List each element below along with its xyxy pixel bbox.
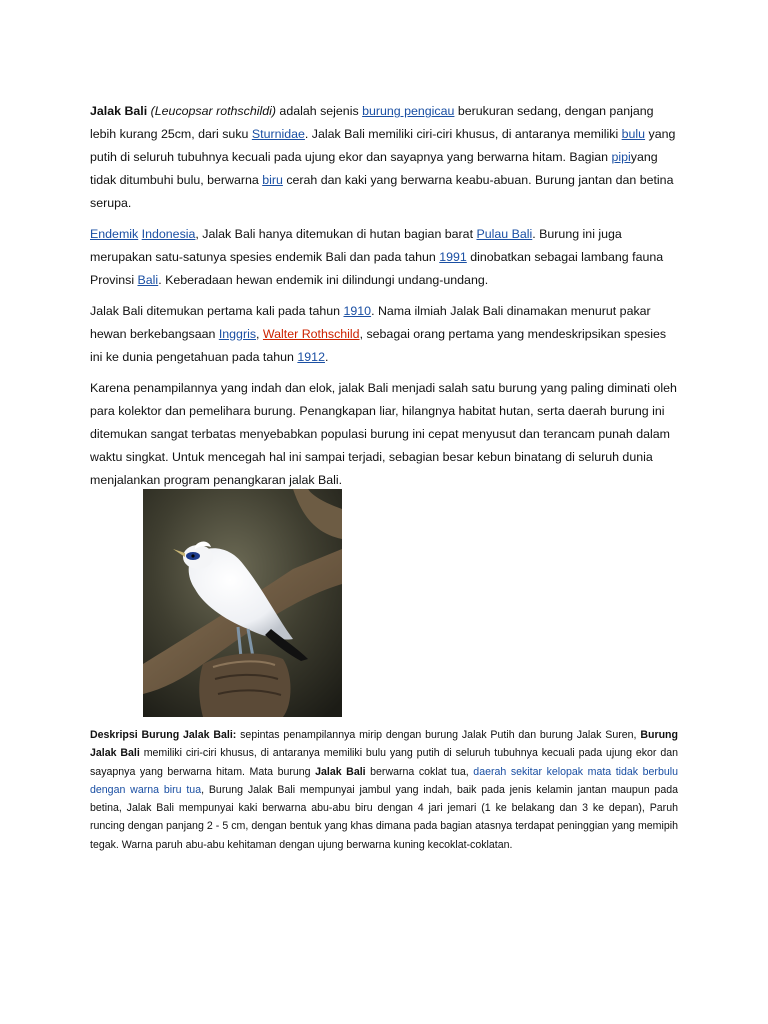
- article-body: [90, 100, 680, 500]
- text: . Burung ini juga merupakan satu-satunya spesies endemik Bali dan pada tahun: [90, 227, 622, 264]
- text: .: [324, 350, 329, 364]
- bold-text: Jalak Bali: [315, 765, 366, 778]
- paragraph-intro: [90, 100, 680, 215]
- text: adalah sejenis: [275, 104, 363, 118]
- scientific-name: (Leucopsar rothschildi): [150, 104, 276, 118]
- caption-heading: Deskripsi Burung Jalak Bali:: [90, 729, 237, 741]
- link-1991[interactable]: 1991: [439, 250, 467, 264]
- bird-description: [90, 726, 678, 854]
- title-jalak-bali: Jalak Bali: [90, 104, 148, 118]
- paragraph-conservation: Karena penampilannya yang indah dan elok, jalak Bali menjadi salah satu burung yang paling diminati oleh para kolektor dan pemelihara burung. Penangkapan liar, hilangnya habitat hutan, serta daerah burung ini ditemukan sangat terbatas menyebabkan populasi burung ini cepat menyusut dan terancam punah dalam waktu singkat. Untuk mencegah hal ini sampai terjadi, sebagian besar kebun binatang di seluruh dunia menjalankan program penangkaran jalak Bali.: [90, 381, 677, 487]
- link-pulau-bali[interactable]: Pulau Bali: [476, 227, 533, 241]
- blue-highlight-text: daerah sekitar kelopak mata tidak berbulu dengan warna biru tua: [90, 765, 678, 796]
- paragraph-endemik: [90, 223, 680, 292]
- text: ,: [256, 327, 263, 341]
- link-inggris[interactable]: Inggris: [218, 327, 257, 341]
- text: dinobatkan sebagai lambang fauna Provinsi: [90, 250, 664, 287]
- text: . Keberadaan hewan endemik ini dilindungi undang-undang.: [158, 273, 489, 287]
- text: sepintas penampilannya mirip dengan burung Jalak Putih dan burung Jalak Suren,: [236, 729, 641, 741]
- text: berwarna coklat tua,: [365, 765, 474, 778]
- link-1910[interactable]: 1910: [343, 304, 372, 318]
- bold-text: Burung Jalak Bali: [90, 729, 678, 760]
- link-biru[interactable]: biru: [262, 173, 283, 187]
- text: , sebagai orang pertama yang mendeskripsikan spesies ini ke dunia pengetahuan pada tahun: [90, 327, 667, 364]
- text: , Jalak Bali hanya ditemukan di hutan bagian barat: [195, 227, 477, 241]
- text: berukuran sedang, dengan panjang lebih kurang 25cm, dari suku: [90, 104, 654, 141]
- text: memiliki ciri-ciri khusus, di antaranya memiliki bulu yang putih di seluruh tubuhnya kecuali pada ujung ekor dan sayapnya yang berwarna hitam. Mata burung: [90, 747, 678, 778]
- paragraph-discovery: [90, 300, 680, 369]
- link-walter-rothschild[interactable]: Walter Rothschild: [262, 327, 360, 341]
- text: , Burung Jalak Bali mempunyai jambul yang indah, baik pada jenis kelamin jantan maupun pada betina, Jalak Bali mempunyai kaki berwarna abu-abu biru dengan 4 jari jemari (1 ke belakang dan 3 ke depan), Paruh runcing dengan panjang 2 - 5 cm, dengan bentuk yang khas dimana pada bagian atasnya terdapat peninggian yang memipih tegak. Warna paruh abu-abu kehitaman dengan ujung berwarna kuning kecoklat-coklatan.: [90, 783, 678, 851]
- link-bulu[interactable]: bulu: [621, 127, 646, 141]
- bird-photo: [143, 489, 342, 717]
- text: Jalak Bali ditemukan pertama kali pada tahun: [90, 304, 344, 318]
- link-sturnidae[interactable]: Sturnidae: [251, 127, 305, 141]
- text: yang tidak ditumbuhi bulu, berwarna: [90, 150, 658, 187]
- link-1912[interactable]: 1912: [297, 350, 325, 364]
- text: yang putih di seluruh tubuhnya kecuali pada ujung ekor dan sayapnya yang berwarna hitam. Bagian: [90, 127, 676, 164]
- text: . Nama ilmiah Jalak Bali dinamakan menurut pakar hewan berkebangsaan: [90, 304, 651, 341]
- text: cerah dan kaki yang berwarna keabu-abuan. Burung jantan dan betina serupa.: [90, 173, 674, 210]
- link-pipi[interactable]: pipi: [611, 150, 631, 164]
- jalak-bali-image: [143, 489, 342, 717]
- link-endemik[interactable]: Endemik: [90, 227, 139, 241]
- text: . Jalak Bali memiliki ciri-ciri khusus, di antaranya memiliki: [304, 127, 622, 141]
- link-bali[interactable]: Bali: [137, 273, 159, 287]
- link-indonesia[interactable]: Indonesia: [141, 227, 196, 241]
- link-burung-pengicau[interactable]: burung pengicau: [362, 104, 455, 118]
